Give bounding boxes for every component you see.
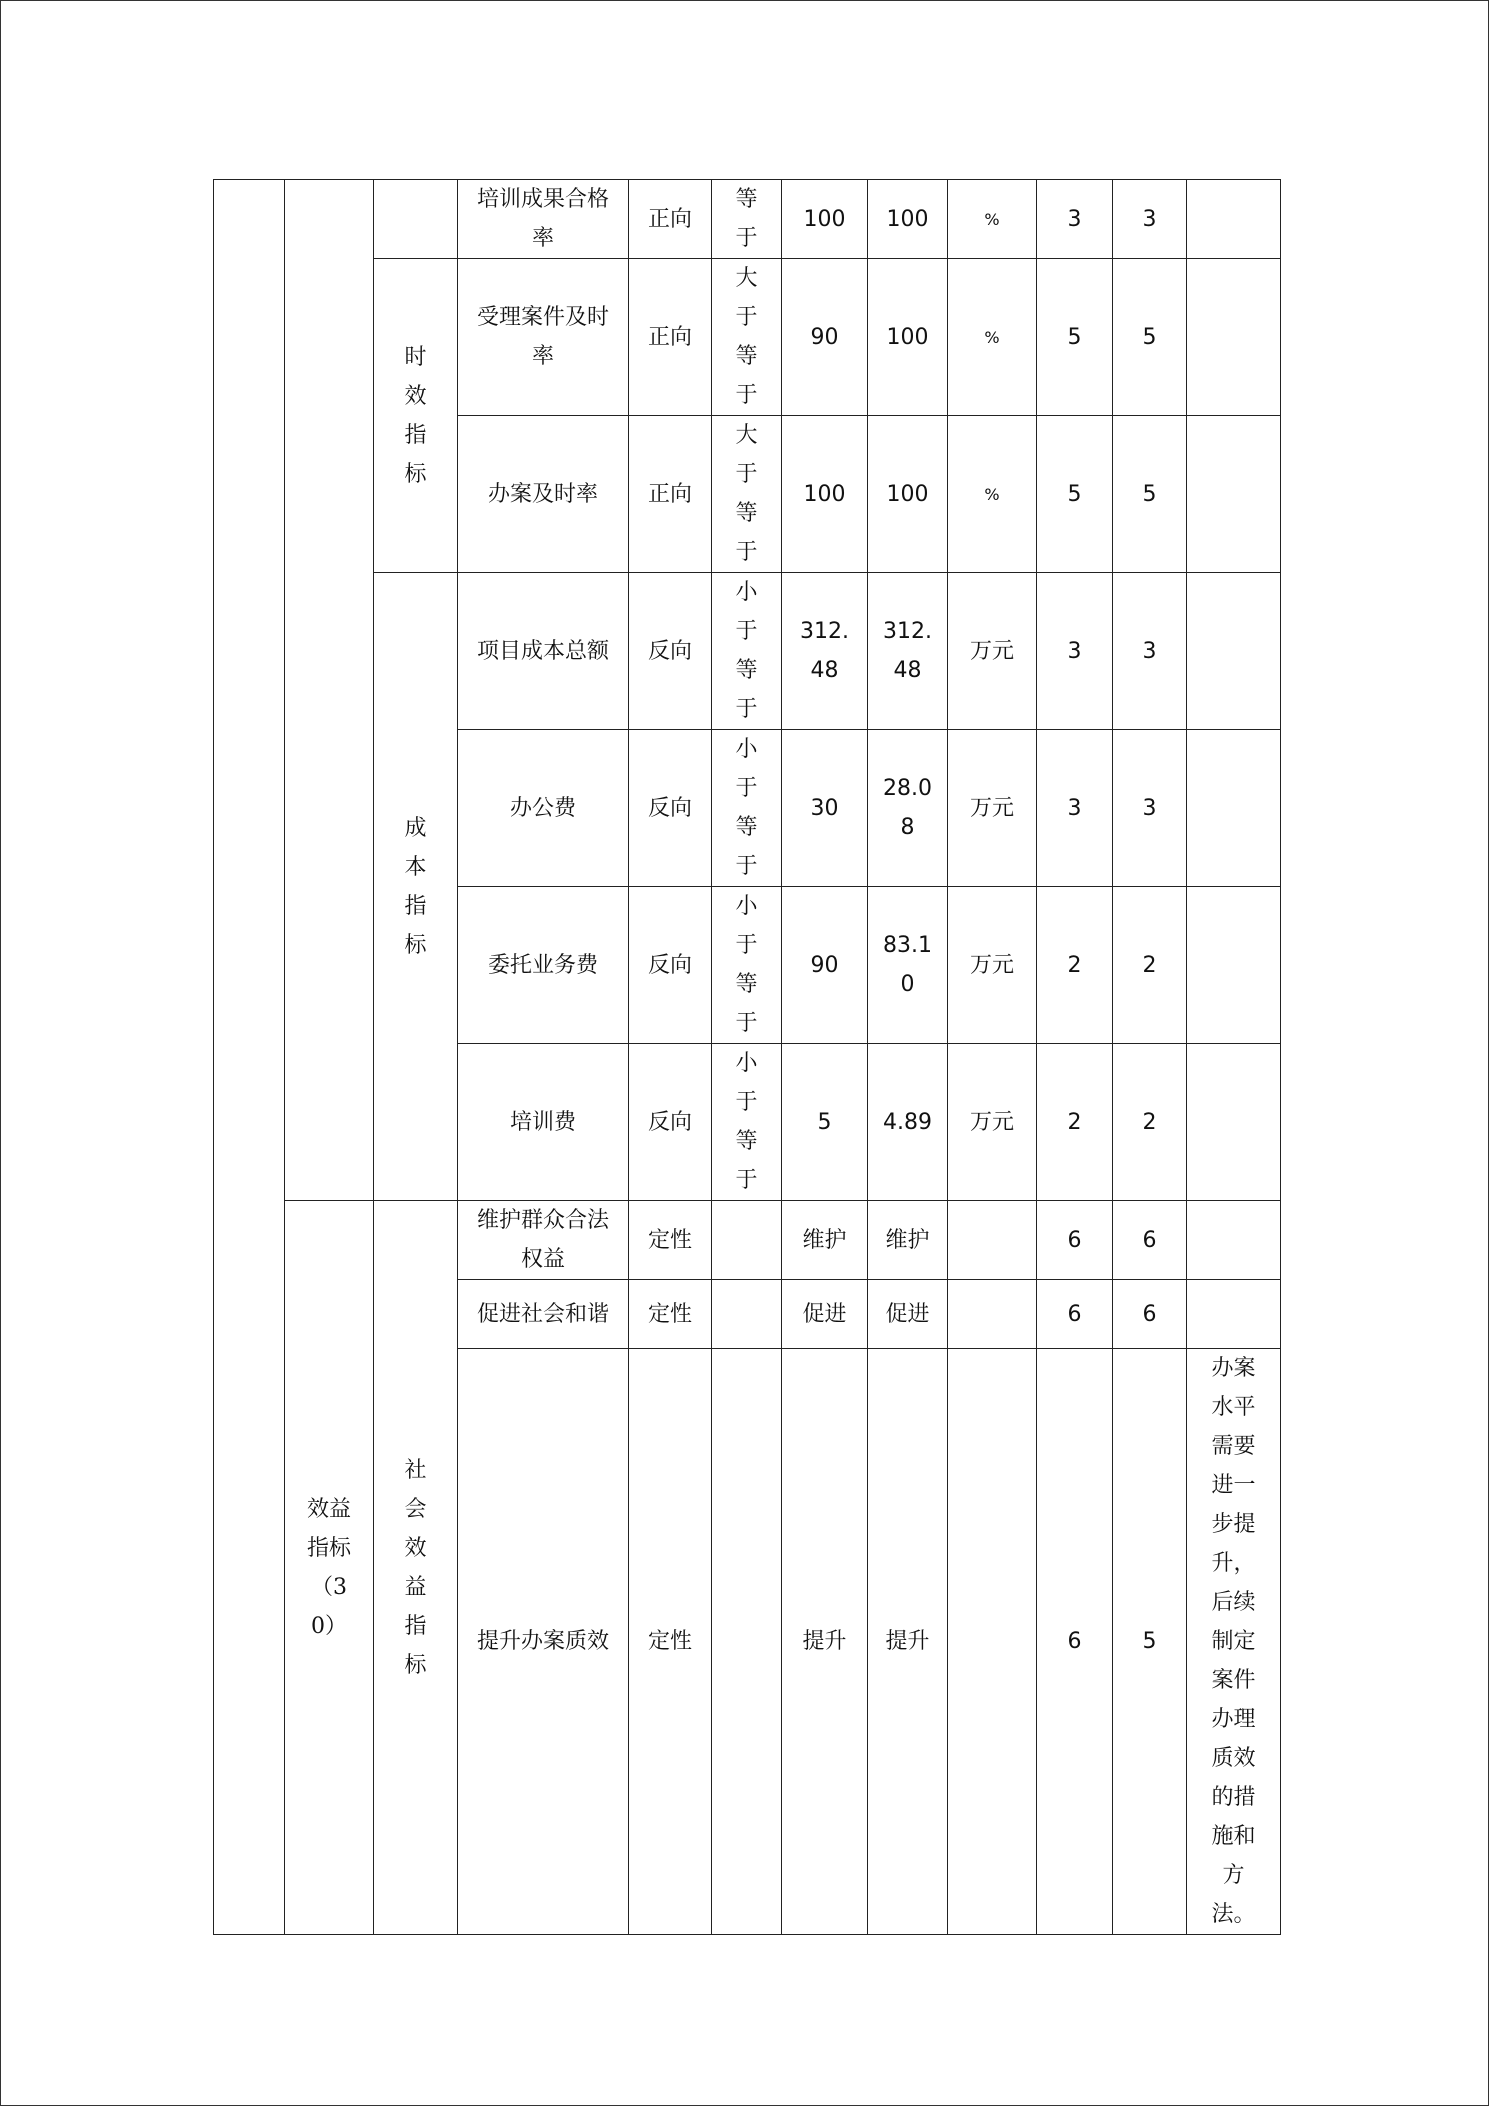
indicator-name: 维护群众合法权益 [458, 1201, 629, 1280]
operator-cell: 等于 [712, 180, 782, 259]
unit-cell [948, 1280, 1037, 1349]
direction-cell: 正向 [629, 180, 712, 259]
weight-cell: 2 [1037, 887, 1113, 1044]
note-cell: 办案水平需要进一步提升，后续制定案件办理质效的措施和方法。 [1187, 1349, 1281, 1935]
operator-cell: 小于等于 [712, 1044, 782, 1201]
direction-cell: 反向 [629, 730, 712, 887]
weight-cell: 6 [1037, 1349, 1113, 1935]
target-value: 促进 [782, 1280, 868, 1349]
score-cell: 5 [1113, 259, 1187, 416]
target-value: 100 [782, 416, 868, 573]
score-cell: 3 [1113, 573, 1187, 730]
score-cell: 2 [1113, 887, 1187, 1044]
indicator-name: 委托业务费 [458, 887, 629, 1044]
score-cell: 3 [1113, 730, 1187, 887]
unit-cell [948, 1201, 1037, 1280]
performance-table [213, 179, 1281, 1935]
actual-value: 312.48 [868, 573, 948, 730]
actual-value: 促进 [868, 1280, 948, 1349]
indicator-name: 办公费 [458, 730, 629, 887]
note-cell [1187, 730, 1281, 887]
indicator-name: 受理案件及时率 [458, 259, 629, 416]
target-value: 5 [782, 1044, 868, 1201]
note-cell [1187, 180, 1281, 259]
actual-value: 100 [868, 259, 948, 416]
direction-cell: 定性 [629, 1280, 712, 1349]
actual-value: 100 [868, 180, 948, 259]
level2-cell [285, 180, 374, 1201]
level1-cell [214, 180, 285, 1935]
note-cell [1187, 1280, 1281, 1349]
unit-cell: % [948, 416, 1037, 573]
score-cell: 5 [1113, 416, 1187, 573]
table-row [214, 180, 1281, 259]
note-cell [1187, 573, 1281, 730]
note-cell [1187, 1201, 1281, 1280]
actual-value: 83.10 [868, 887, 948, 1044]
direction-cell: 反向 [629, 1044, 712, 1201]
level2-cell: 效益指标（30） [285, 1201, 374, 1935]
note-cell [1187, 887, 1281, 1044]
score-cell: 2 [1113, 1044, 1187, 1201]
unit-cell: 万元 [948, 730, 1037, 887]
target-value: 维护 [782, 1201, 868, 1280]
target-value: 30 [782, 730, 868, 887]
direction-cell: 正向 [629, 259, 712, 416]
target-value: 提升 [782, 1349, 868, 1935]
direction-cell: 定性 [629, 1201, 712, 1280]
weight-cell: 6 [1037, 1280, 1113, 1349]
actual-value: 维护 [868, 1201, 948, 1280]
direction-cell: 定性 [629, 1349, 712, 1935]
table-row [214, 259, 1281, 416]
unit-cell: 万元 [948, 887, 1037, 1044]
unit-cell: 万元 [948, 573, 1037, 730]
score-cell: 6 [1113, 1201, 1187, 1280]
weight-cell: 3 [1037, 180, 1113, 259]
actual-value: 提升 [868, 1349, 948, 1935]
note-cell [1187, 1044, 1281, 1201]
direction-cell: 反向 [629, 887, 712, 1044]
indicator-name: 培训成果合格率 [458, 180, 629, 259]
indicator-name: 培训费 [458, 1044, 629, 1201]
level3-cell: 时效指标 [374, 259, 458, 573]
table-row [214, 1201, 1281, 1280]
unit-cell: % [948, 180, 1037, 259]
operator-cell: 小于等于 [712, 573, 782, 730]
actual-value: 4.89 [868, 1044, 948, 1201]
level3-cell: 社会效益指标 [374, 1201, 458, 1935]
score-cell: 6 [1113, 1280, 1187, 1349]
actual-value: 100 [868, 416, 948, 573]
note-cell [1187, 259, 1281, 416]
table-row [214, 573, 1281, 730]
level3-cell: 成本指标 [374, 573, 458, 1201]
operator-cell [712, 1349, 782, 1935]
operator-cell: 大于等于 [712, 416, 782, 573]
target-value: 100 [782, 180, 868, 259]
note-cell [1187, 416, 1281, 573]
indicator-name: 促进社会和谐 [458, 1280, 629, 1349]
weight-cell: 5 [1037, 416, 1113, 573]
score-cell: 5 [1113, 1349, 1187, 1935]
indicator-name: 提升办案质效 [458, 1349, 629, 1935]
weight-cell: 3 [1037, 573, 1113, 730]
operator-cell: 大于等于 [712, 259, 782, 416]
actual-value: 28.08 [868, 730, 948, 887]
operator-cell: 小于等于 [712, 730, 782, 887]
indicator-name: 项目成本总额 [458, 573, 629, 730]
level3-cell [374, 180, 458, 259]
weight-cell: 5 [1037, 259, 1113, 416]
operator-cell [712, 1280, 782, 1349]
score-cell: 3 [1113, 180, 1187, 259]
unit-cell [948, 1349, 1037, 1935]
target-value: 312.48 [782, 573, 868, 730]
weight-cell: 6 [1037, 1201, 1113, 1280]
direction-cell: 反向 [629, 573, 712, 730]
direction-cell: 正向 [629, 416, 712, 573]
unit-cell: % [948, 259, 1037, 416]
target-value: 90 [782, 887, 868, 1044]
operator-cell: 小于等于 [712, 887, 782, 1044]
target-value: 90 [782, 259, 868, 416]
indicator-name: 办案及时率 [458, 416, 629, 573]
weight-cell: 2 [1037, 1044, 1113, 1201]
operator-cell [712, 1201, 782, 1280]
weight-cell: 3 [1037, 730, 1113, 887]
unit-cell: 万元 [948, 1044, 1037, 1201]
